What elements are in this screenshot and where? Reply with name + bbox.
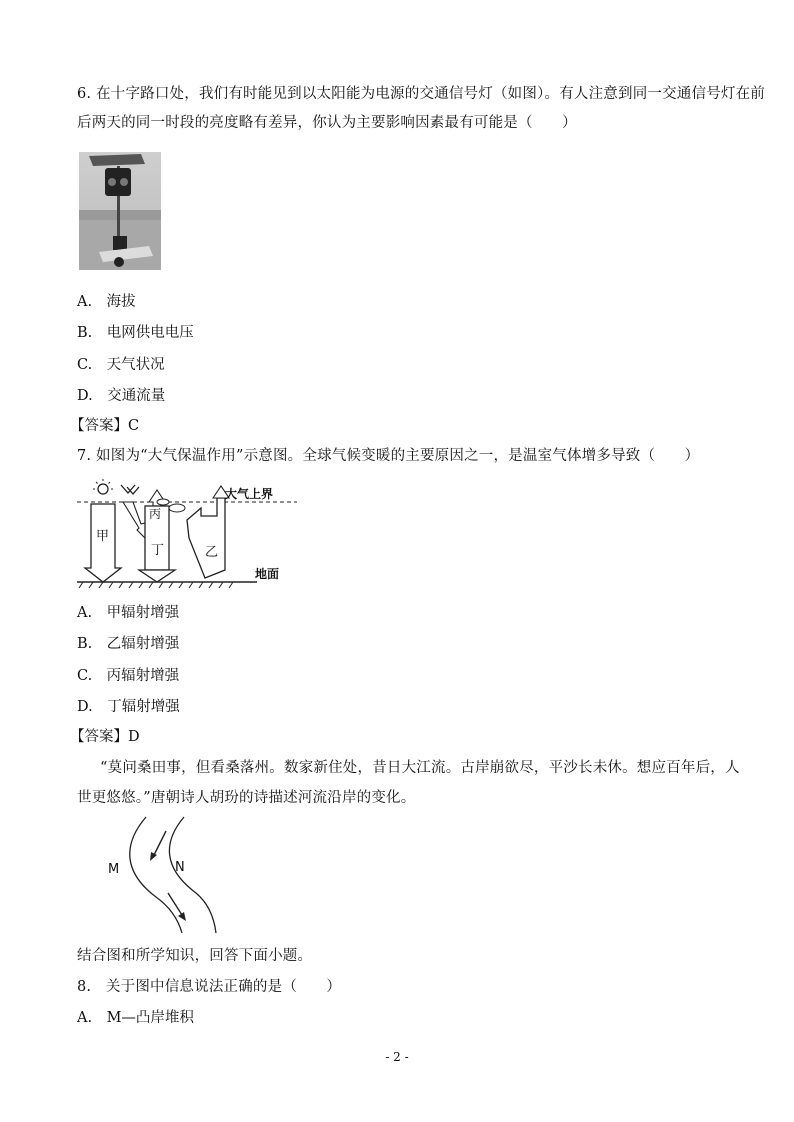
q6-option-d[interactable]: D. 交通流量 <box>77 388 166 404</box>
label-jia: 甲 <box>96 529 110 544</box>
passage-line1: “莫问桑田事，但看桑落州。数家新住处，昔日大江流。古岸崩欲尽，平沙长未休。想应百年后，人 <box>100 760 740 776</box>
river-bend-diagram <box>100 815 230 935</box>
passage-line2: 世更悠悠。”唐朝诗人胡玢的诗描述河流沿岸的变化。 <box>77 790 416 806</box>
q6-option-c[interactable]: C. 天气状况 <box>77 357 165 373</box>
q6-answer: 【答案】C <box>70 418 140 434</box>
q6-stem-line1: 6. 在十字路口处，我们有时能见到以太阳能为电源的交通信号灯（如图）。有人注意到同一交通信号灯在前 <box>77 86 765 102</box>
label-n: N <box>175 860 185 875</box>
solar-traffic-light-photo <box>79 152 161 270</box>
q6-option-b[interactable]: B. 电网供电电压 <box>77 325 194 341</box>
label-m: M <box>108 862 120 877</box>
label-ding: 丁 <box>151 543 165 558</box>
label-yi: 乙 <box>205 545 219 560</box>
q7-answer: 【答案】D <box>70 729 140 745</box>
passage-line3: 结合图和所学知识，回答下面小题。 <box>77 948 313 964</box>
q7-option-a[interactable]: A. 甲辐射增强 <box>77 605 180 621</box>
q7-option-d[interactable]: D. 丁辐射增强 <box>77 699 180 715</box>
q6-option-a[interactable]: A. 海拔 <box>77 294 136 310</box>
page-number: - 2 - <box>385 1050 409 1064</box>
label-bing: 丙 <box>149 507 162 521</box>
q7-stem-line1: 7. 如图为“大气保温作用”示意图。全球气候变暖的主要原因之一，是温室气体增多导致（ ） <box>77 448 700 464</box>
q7-option-b[interactable]: B. 乙辐射增强 <box>77 636 180 652</box>
label-top-boundary: 大气上界 <box>225 487 274 501</box>
sun-icon <box>93 479 113 494</box>
q8-stem-line1: 8. 关于图中信息说法正确的是（ ） <box>77 979 342 995</box>
q7-option-c[interactable]: C. 丙辐射增强 <box>77 668 180 684</box>
q8-option-a[interactable]: A. M—凸岸堆积 <box>77 1010 194 1026</box>
atmosphere-insulation-diagram <box>77 478 297 588</box>
q6-stem-line2: 后两天的同一时段的亮度略有差异，你认为主要影响因素最有可能是（ ） <box>77 115 577 131</box>
label-ground: 地面 <box>255 567 280 581</box>
